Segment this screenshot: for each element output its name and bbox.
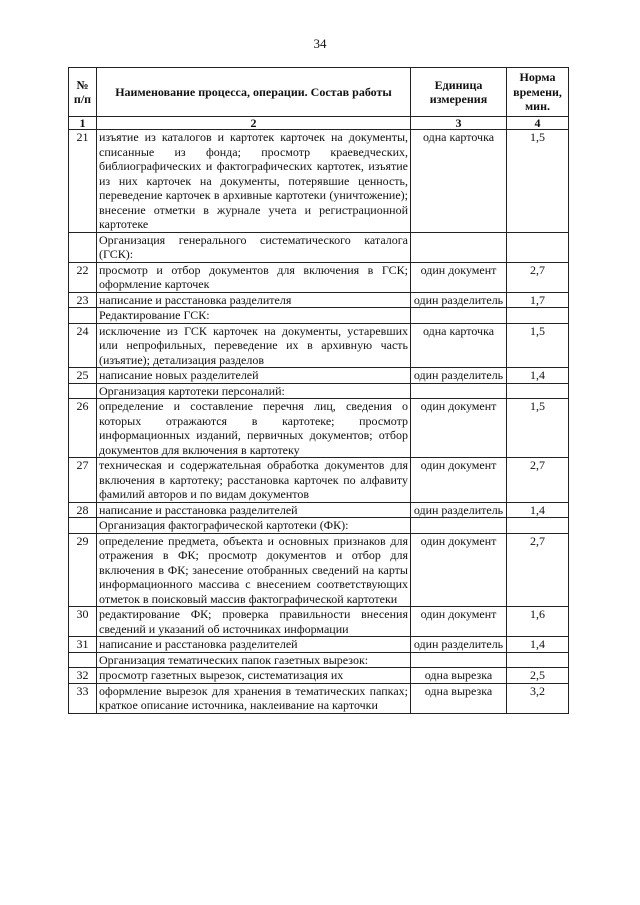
row-number: 27 (69, 458, 97, 503)
table-row (69, 607, 569, 637)
row-number: 32 (69, 668, 97, 684)
column-index: 4 (507, 117, 569, 130)
section-title: Редактирование ГСК: (97, 308, 411, 324)
row-unit: один разделитель (411, 368, 507, 384)
row-norm: 1,7 (507, 292, 569, 308)
row-norm: 2,7 (507, 458, 569, 503)
section-unit-cell (411, 383, 507, 399)
table-row (69, 668, 569, 684)
row-unit: один разделитель (411, 637, 507, 653)
row-number: 24 (69, 323, 97, 368)
column-index: 3 (411, 117, 507, 130)
row-number: 33 (69, 683, 97, 713)
row-name: техническая и содержательная обработка документов для включения в картотеку; расстановка карточек по алфавиту фамилий авторов и по видам документов (97, 458, 411, 503)
section-num-cell (69, 308, 97, 324)
row-unit: один документ (411, 399, 507, 458)
row-unit: одна вырезка (411, 668, 507, 684)
section-num-cell (69, 518, 97, 534)
table-row (69, 130, 569, 233)
row-number: 22 (69, 262, 97, 292)
section-norm-cell (507, 232, 569, 262)
table-row (69, 262, 569, 292)
section-unit-cell (411, 652, 507, 668)
row-norm: 2,5 (507, 668, 569, 684)
section-title: Организация фактографической картотеки (ФК): (97, 518, 411, 534)
section-num-cell (69, 383, 97, 399)
row-number: 28 (69, 502, 97, 518)
row-number: 31 (69, 637, 97, 653)
row-name: написание и расстановка разделителя (97, 292, 411, 308)
header-name: Наименование процесса, операции. Состав работы (97, 68, 411, 117)
row-name: написание новых разделителей (97, 368, 411, 384)
table-row (69, 292, 569, 308)
row-norm: 1,5 (507, 130, 569, 233)
table-row (69, 368, 569, 384)
row-number: 29 (69, 533, 97, 607)
row-name: оформление вырезок для хранения в тематических папках; краткое описание источника, наклеивание на карточки (97, 683, 411, 713)
row-name: изъятие из каталогов и картотек карточек на документы, списанные из фонда; просмотр краеведческих, библиографических и фактографических картотек, изъятие из них карточек на документы, потерявшие ценность, переведение карточек в архивные картотеки (уничтожение); внесение отметки в журнале учета и регистрационной картотеке (97, 130, 411, 233)
row-norm: 1,4 (507, 368, 569, 384)
row-norm: 1,4 (507, 502, 569, 518)
section-row (69, 383, 569, 399)
row-unit: один разделитель (411, 502, 507, 518)
row-norm: 1,4 (507, 637, 569, 653)
table-row (69, 637, 569, 653)
row-unit: один документ (411, 533, 507, 607)
row-number: 30 (69, 607, 97, 637)
row-number: 26 (69, 399, 97, 458)
row-name: написание и расстановка разделителей (97, 502, 411, 518)
row-name: определение предмета, объекта и основных признаков для отражения в ФК; просмотр документов и отбор для включения в ФК; занесение отобранных сведений на карты информационного массива с внесением соответствующих отметок в поисковый массив фактографической картотеки (97, 533, 411, 607)
header-unit: Единица измерения (411, 68, 507, 117)
section-title: Организация тематических папок газетных вырезок: (97, 652, 411, 668)
section-unit-cell (411, 308, 507, 324)
section-row (69, 232, 569, 262)
section-title: Организация генерального систематического каталога (ГСК): (97, 232, 411, 262)
header-num: № п/п (69, 68, 97, 117)
column-index-row (69, 117, 569, 130)
row-norm: 2,7 (507, 533, 569, 607)
header-norm: Норма времени, мин. (507, 68, 569, 117)
row-norm: 1,5 (507, 323, 569, 368)
row-name: определение и составление перечня лиц, сведения о которых отражаются в картотеке; просмотр информационных изданий, первичных документов; отбор документов для включения в картотеку (97, 399, 411, 458)
section-unit-cell (411, 232, 507, 262)
row-norm: 1,5 (507, 399, 569, 458)
row-norm: 1,6 (507, 607, 569, 637)
table-row (69, 502, 569, 518)
row-name: написание и расстановка разделителей (97, 637, 411, 653)
row-name: просмотр газетных вырезок, систематизация их (97, 668, 411, 684)
table-row (69, 399, 569, 458)
row-name: редактирование ФК; проверка правильности внесения сведений и указаний об источниках информации (97, 607, 411, 637)
section-row (69, 308, 569, 324)
table-header-row (69, 68, 569, 117)
section-unit-cell (411, 518, 507, 534)
row-unit: одна карточка (411, 323, 507, 368)
section-norm-cell (507, 308, 569, 324)
section-norm-cell (507, 518, 569, 534)
table-row (69, 323, 569, 368)
table-row (69, 458, 569, 503)
column-index: 1 (69, 117, 97, 130)
table-body (69, 130, 569, 714)
page-number: 34 (313, 36, 327, 51)
row-unit: один разделитель (411, 292, 507, 308)
norms-table (68, 67, 569, 714)
row-unit: один документ (411, 607, 507, 637)
section-row (69, 518, 569, 534)
section-row (69, 652, 569, 668)
section-num-cell (69, 232, 97, 262)
section-norm-cell (507, 383, 569, 399)
row-unit: одна карточка (411, 130, 507, 233)
row-number: 25 (69, 368, 97, 384)
section-norm-cell (507, 652, 569, 668)
row-name: исключение из ГСК карточек на документы, устаревших или непрофильных, переведение их в архивную часть (изъятие); детализация разделов (97, 323, 411, 368)
column-index: 2 (97, 117, 411, 130)
row-number: 23 (69, 292, 97, 308)
row-unit: один документ (411, 262, 507, 292)
table-row (69, 533, 569, 607)
table-row (69, 683, 569, 713)
section-title: Организация картотеки персоналий: (97, 383, 411, 399)
row-norm: 2,7 (507, 262, 569, 292)
row-name: просмотр и отбор документов для включения в ГСК; оформление карточек (97, 262, 411, 292)
section-num-cell (69, 652, 97, 668)
row-number: 21 (69, 130, 97, 233)
row-norm: 3,2 (507, 683, 569, 713)
row-unit: одна вырезка (411, 683, 507, 713)
row-unit: один документ (411, 458, 507, 503)
